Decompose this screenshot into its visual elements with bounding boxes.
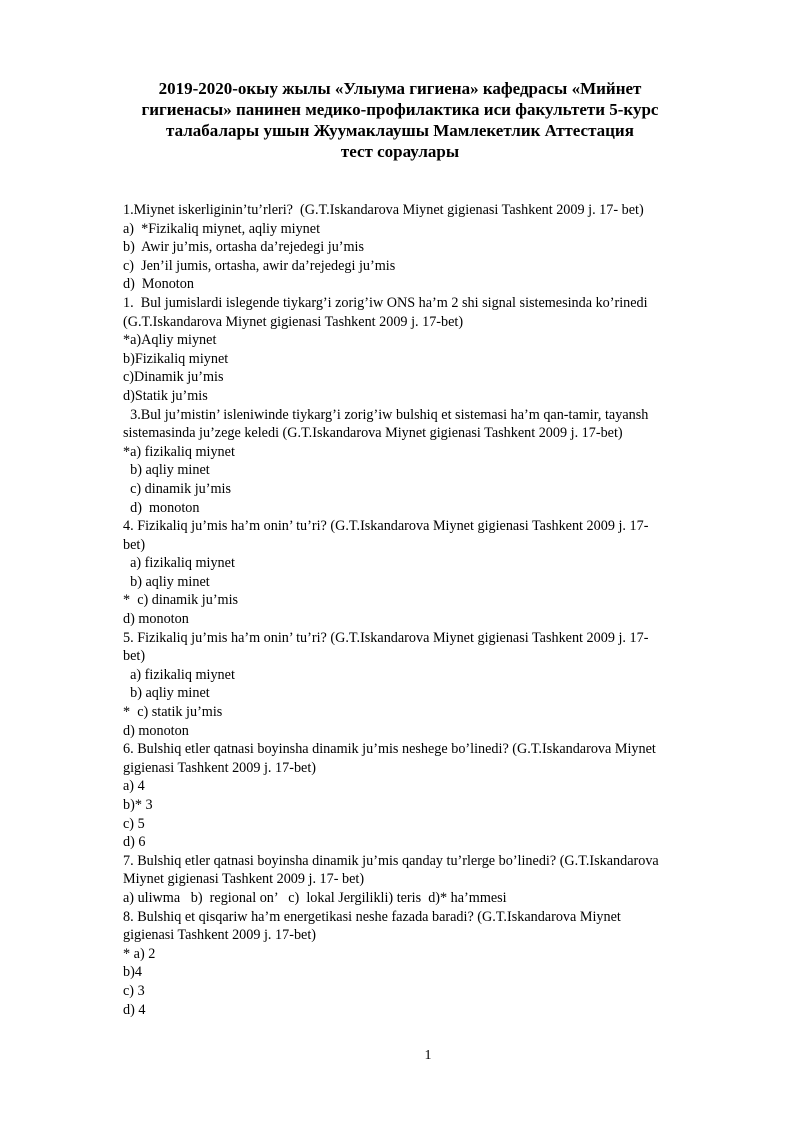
text-line: b)Fizikaliq miynet [123,350,229,367]
text-line: (G.T.Iskandarova Miynet gigienasi Tashkent 2009 j. 17-bet) [123,313,464,330]
text-line: 1. Bul jumislardi islegende tiykarg’i zorig’iw ONS ha’m 2 shi signal sistemesinda ko’rinedi [123,294,648,311]
title-line: гигиенасы» панинен медико-профилактика иси факультети 5-курс [141,100,659,119]
text-line: c) 3 [123,982,145,999]
text-line: 7. Bulshiq etler qatnasi boyinsha dinamik ju’mis qanday tu’rlerge bo’linedi? (G.T.Iskandarova [123,852,659,869]
text-line: c) dinamik ju’mis [123,480,231,497]
text-line: Miynet gigienasi Tashkent 2009 j. 17- bet) [123,871,365,888]
text-line: sistemasinda ju’zege keledi (G.T.Iskandarova Miynet gigienasi Tashkent 2009 j. 17-bet) [123,425,623,442]
question-list [123,201,743,1019]
text-line: bet) [123,536,146,553]
text-line: b)4 [123,964,142,981]
text-line: bet) [123,648,146,665]
text-line: *a)Aqliy miynet [123,332,217,349]
text-line: b) aqliy minet [123,685,210,702]
text-line: * c) statik ju’mis [123,704,223,721]
text-line: d) 4 [123,1001,146,1018]
text-line: d) monoton [123,722,189,739]
text-line: b) aqliy minet [123,573,210,590]
text-line: a) fizikaliq miynet [123,555,235,572]
document-title [100,78,700,162]
text-line: d) Monoton [123,276,194,293]
text-line: gigienasi Tashkent 2009 j. 17-bet) [123,759,316,776]
page-number: 1 [424,1048,432,1063]
title-line: 2019-2020-окыу жылы «Улыума гигиена» кафедрасы «Мийнет [158,79,642,98]
text-line: 4. Fizikaliq ju’mis ha’m onin’ tu’ri? (G.T.Iskandarova Miynet gigienasi Tashkent 2009 j. 17- [123,518,649,535]
text-line: c)Dinamik ju’mis [123,369,224,386]
text-line: * c) dinamik ju’mis [123,592,239,609]
text-line: a) fizikaliq miynet [123,666,235,683]
title-line: тест сораулары [340,142,460,161]
text-line: a) 4 [123,778,145,795]
text-line: c) Jen’il jumis, ortasha, awir da’rejedegi ju’mis [123,257,396,274]
text-line: 1.Miynet iskerliginin’tu’rleri? (G.T.Iskandarova Miynet gigienasi Tashkent 2009 j. 17- bet) [123,202,644,218]
text-line: d)Statik ju’mis [123,387,208,404]
text-line: b)* 3 [123,797,153,813]
text-line: a) *Fizikaliq miynet, aqliy miynet [123,220,321,237]
title-line: талабалары ушын Жуумаклаушы Мамлекетлик Аттестация [166,121,634,140]
text-line: 6. Bulshiq etler qatnasi boyinsha dinamik ju’mis neshege bo’linedi? (G.T.Iskandarova Miynet [123,741,656,758]
text-line: c) 5 [123,815,145,832]
text-line: gigienasi Tashkent 2009 j. 17-bet) [123,927,316,944]
text-line: 8. Bulshiq et qisqariw ha’m energetikasi neshe fazada baradi? (G.T.Iskandarova Miynet [123,908,621,925]
text-line: a) uliwma b) regional on’ c) lokal Jergilikli) teris d)* ha’mmesi [123,889,507,906]
text-line: d) monoton [123,499,200,516]
text-line: 3.Bul ju’mistin’ isleniwinde tiykarg’i zorig’iw bulshiq et sistemasi ha’m qan-tamir, tayansh [123,406,649,423]
text-line: d) monoton [123,611,189,628]
text-line: * a) 2 [123,945,156,962]
text-line: d) 6 [123,834,146,851]
text-line: b) Awir ju’mis, ortasha da’rejedegi ju’mis [123,239,365,256]
text-line: *a) fizikaliq miynet [123,443,235,460]
text-line: b) aqliy minet [123,462,210,479]
text-line: 5. Fizikaliq ju’mis ha’m onin’ tu’ri? (G.T.Iskandarova Miynet gigienasi Tashkent 2009 j. 17- [123,629,649,646]
